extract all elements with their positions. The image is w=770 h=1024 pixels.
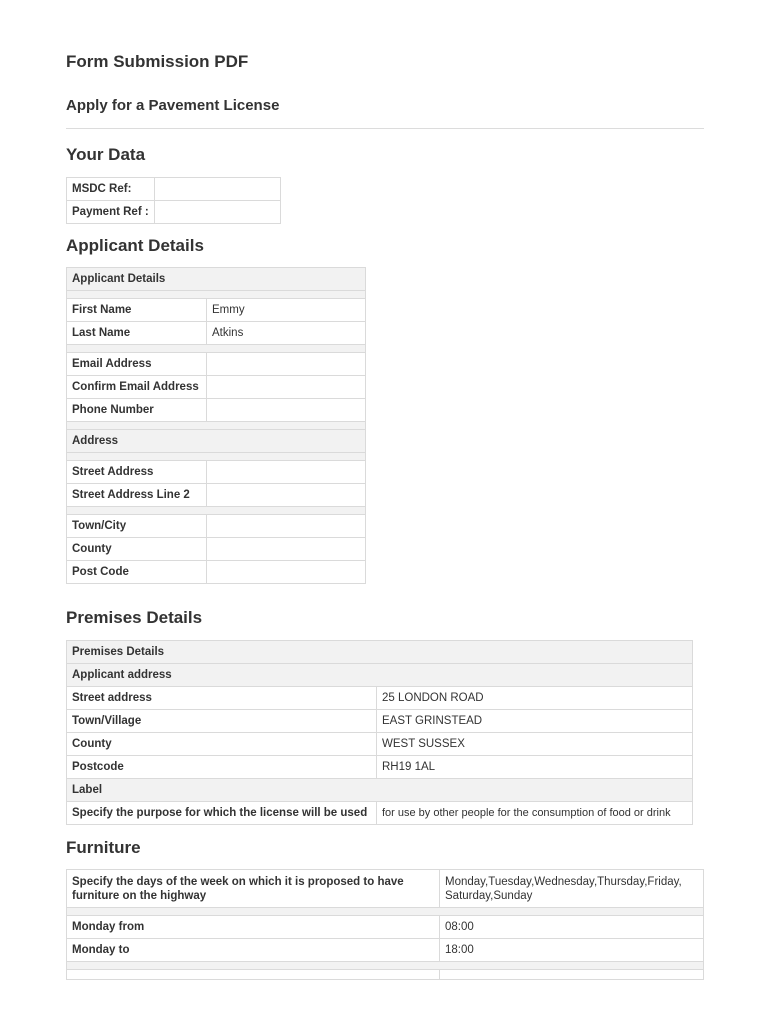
table-row [67, 461, 366, 484]
table-row [67, 802, 693, 825]
confirm-email-value [207, 376, 366, 399]
table-row [67, 178, 281, 201]
applicant-table-header: Applicant Details [67, 268, 366, 291]
table-row [67, 870, 704, 908]
premises-table-header: Premises Details [67, 641, 693, 664]
confirm-email-label: Confirm Email Address [67, 376, 207, 399]
furniture-table [66, 869, 704, 980]
premises-town-label: Town/Village [67, 710, 377, 733]
table-row [67, 353, 366, 376]
document-title: Form Submission PDF [66, 52, 249, 71]
applicant-address-header: Applicant address [67, 664, 693, 687]
county-value [207, 538, 366, 561]
table-row [67, 538, 366, 561]
premises-postcode-value: RH19 1AL [377, 756, 693, 779]
table-row [67, 399, 366, 422]
spacer-row [67, 507, 366, 515]
form-subtitle: Apply for a Pavement License [66, 97, 280, 114]
street-address-2-label: Street Address Line 2 [67, 484, 207, 507]
table-header-row [67, 664, 693, 687]
post-code-value [207, 561, 366, 584]
table-row [67, 916, 704, 939]
cut-off-cell [67, 970, 440, 980]
post-code-label: Post Code [67, 561, 207, 584]
street-address-value [207, 461, 366, 484]
payment-ref-label: Payment Ref : [67, 201, 155, 224]
monday-from-label: Monday from [67, 916, 440, 939]
table-row [67, 756, 693, 779]
table-header-row [67, 779, 693, 802]
email-label: Email Address [67, 353, 207, 376]
spacer-row [67, 908, 704, 916]
applicant-details-table [66, 267, 366, 584]
premises-county-value: WEST SUSSEX [377, 733, 693, 756]
first-name-value: Emmy [207, 299, 366, 322]
your-data-table [66, 177, 281, 224]
table-row [67, 710, 693, 733]
premises-street-value: 25 LONDON ROAD [377, 687, 693, 710]
premises-street-label: Street address [67, 687, 377, 710]
town-city-label: Town/City [67, 515, 207, 538]
spacer-row [67, 291, 366, 299]
table-row [67, 299, 366, 322]
table-row [67, 376, 366, 399]
spacer-row [67, 453, 366, 461]
phone-value [207, 399, 366, 422]
monday-from-value: 08:00 [440, 916, 704, 939]
street-address-label: Street Address [67, 461, 207, 484]
table-header-row [67, 430, 366, 453]
msdc-ref-value [155, 178, 281, 201]
days-value: Monday,Tuesday,Wednesday,Thursday,Friday, Saturday,Sunday [440, 870, 704, 908]
county-label: County [67, 538, 207, 561]
table-row [67, 733, 693, 756]
msdc-ref-label: MSDC Ref: [67, 178, 155, 201]
premises-details-table [66, 640, 693, 825]
cut-off-cell [440, 970, 704, 980]
table-row [67, 515, 366, 538]
spacer-row [67, 962, 704, 970]
table-header-row [67, 641, 693, 664]
table-row [67, 561, 366, 584]
town-city-value [207, 515, 366, 538]
spacer-row [67, 345, 366, 353]
days-label: Specify the days of the week on which it is proposed to have furniture on the highway [67, 870, 440, 908]
premises-details-heading: Premises Details [66, 608, 203, 627]
table-row [67, 484, 366, 507]
premises-postcode-label: Postcode [67, 756, 377, 779]
phone-label: Phone Number [67, 399, 207, 422]
furniture-heading: Furniture [66, 838, 141, 857]
address-header: Address [67, 430, 366, 453]
table-header-row [67, 268, 366, 291]
email-value [207, 353, 366, 376]
label-header: Label [67, 779, 693, 802]
spacer-row [67, 422, 366, 430]
purpose-value: for use by other people for the consumption of food or drink [377, 802, 693, 825]
table-row [67, 939, 704, 962]
payment-ref-value [155, 201, 281, 224]
premises-county-label: County [67, 733, 377, 756]
last-name-value: Atkins [207, 322, 366, 345]
table-row [67, 201, 281, 224]
table-row [67, 687, 693, 710]
applicant-details-heading: Applicant Details [66, 236, 204, 255]
premises-town-value: EAST GRINSTEAD [377, 710, 693, 733]
first-name-label: First Name [67, 299, 207, 322]
last-name-label: Last Name [67, 322, 207, 345]
your-data-heading: Your Data [66, 145, 146, 164]
table-row [67, 970, 704, 980]
table-row [67, 322, 366, 345]
purpose-label: Specify the purpose for which the license will be used [67, 802, 377, 825]
street-address-2-value [207, 484, 366, 507]
divider [66, 128, 704, 129]
monday-to-value: 18:00 [440, 939, 704, 962]
monday-to-label: Monday to [67, 939, 440, 962]
